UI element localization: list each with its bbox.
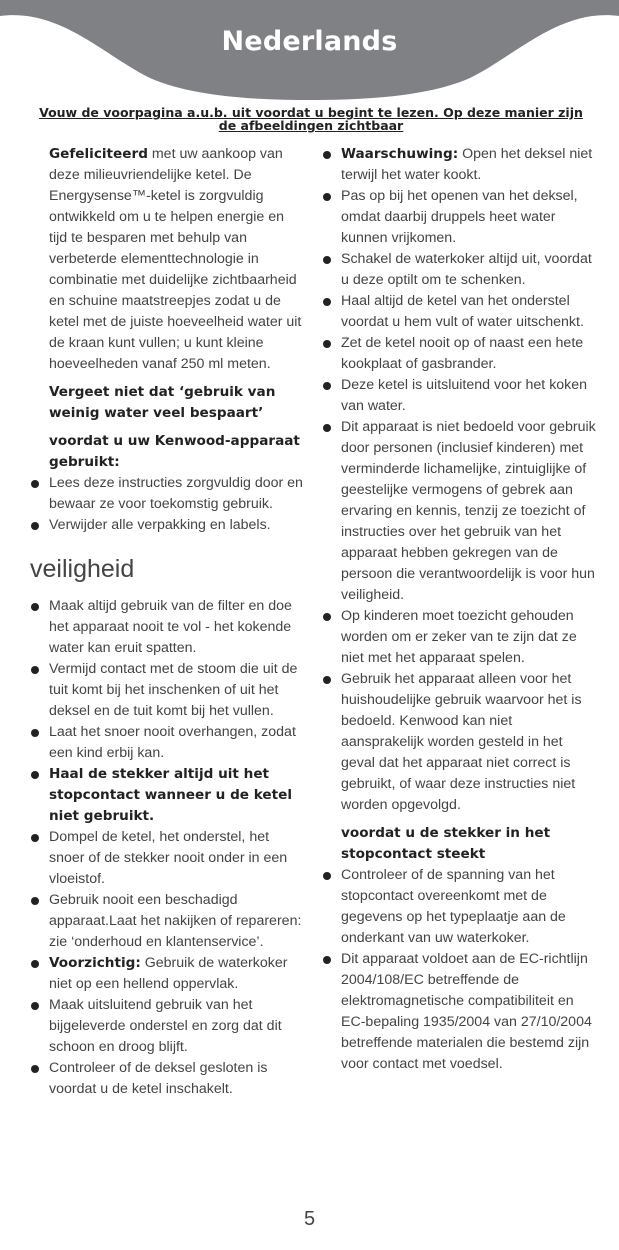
list-item: Dompel de ketel, het onderstel, het snoer of de stekker nooit onder in een vloeistof. [30,827,305,890]
section-title-safety: veiligheid [30,555,135,583]
safety-list-left [30,596,305,1100]
bullet-icon [323,424,331,432]
bullet-icon [323,382,331,390]
bullet-icon [31,522,39,530]
safety-list-right [322,144,597,816]
bullet-icon [31,603,39,611]
bullet-icon [31,666,39,674]
list-item: Vermijd contact met de stoom die uit de tuit komt bij het inschenken of uit het deksel en de tuit komt bij het vullen. [30,659,305,722]
page-number: 5 [303,1208,316,1230]
bullet-icon [323,872,331,880]
list-item: Gebruik nooit een beschadigd apparaat.Laat het nakijken of repareren: zie ‘onderhoud en klantenservice’. [30,890,305,953]
list-item: Lees deze instructies zorgvuldig door en bewaar ze voor toekomstig gebruik. [30,473,305,515]
list-item: Voorzichtig: Gebruik de waterkoker niet op een hellend oppervlak. [30,953,305,995]
list-item: Gebruik het apparaat alleen voor het huishoudelijke gebruik waarvoor het is bedoeld. Kenwood kan niet aansprakelijk worden gesteld in het geval dat het apparaat niet correct is gebruikt, of waar deze instructies niet worden opgevolgd. [322,669,597,816]
bullet-icon [31,1065,39,1073]
bullet-icon [323,613,331,621]
list-item: Maak altijd gebruik van de filter en doe het apparaat nooit te vol - het kokende water kan eruit spatten. [30,596,305,659]
bullet-icon [31,480,39,488]
before-use-list [30,473,305,536]
right-column [322,144,597,1075]
list-item: Op kinderen moet toezicht gehouden worden om er zeker van te zijn dat ze niet met het apparaat spelen. [322,606,597,669]
list-item: Schakel de waterkoker altijd uit, voordat u deze optilt om te schenken. [322,249,597,291]
left-column [30,144,305,1100]
intro-text: met uw aankoop van deze milieuvriendelijke ketel. De Energysense™-ketel is zorgvuldig ontwikkeld om u te helpen energie en tijd te besparen met behulp van verbeterde elementtechnologie in combinatie met duidelijke zichtbaarheid en schuine maatstreepjes zodat u de ketel met de juiste hoeveelheid water uit de kraan kunt vullen; u kunt kleine hoeveelheden vanaf 250 ml meten. [49,146,302,372]
list-item: Maak uitsluitend gebruik van het bijgeleverde onderstel en zorg dat dit schoon en droog blijft. [30,995,305,1058]
before-plug-list [322,865,597,1075]
bullet-icon [31,960,39,968]
intro-lead: Gefeliciteerd [49,146,148,162]
bullet-icon [323,340,331,348]
bullet-icon [31,834,39,842]
list-item: Dit apparaat voldoet aan de EC-richtlijn 2004/108/EC betreffende de elektromagnetische compatibiliteit en EC-bepaling 1935/2004 van 27/10/2004 betreffende materialen die bestemd zijn voor contact met voedsel. [322,949,597,1075]
before-use-heading: voordat u uw Kenwood-apparaat gebruikt: [49,433,300,470]
intro-paragraph [30,144,305,375]
bullet-icon [31,729,39,737]
before-plug-heading: voordat u de stekker in het stopcontact steekt [341,825,551,862]
bullet-icon [31,771,39,779]
bullet-icon [31,1002,39,1010]
bullet-icon [31,897,39,905]
list-item: Haal de stekker altijd uit het stopcontact wanneer u de ketel niet gebruikt. [30,764,305,827]
slogan: Vergeet niet dat ‘gebruik van weinig water veel bespaart’ [49,384,276,421]
list-item: Controleer of de deksel gesloten is voordat u de ketel inschakelt. [30,1058,305,1100]
list-item: Pas op bij het openen van het deksel, omdat daarbij druppels heet water kunnen vrijkomen. [322,186,597,249]
list-item: Waarschuwing: Open het deksel niet terwijl het water kookt. [322,144,597,186]
bullet-icon [323,298,331,306]
language-title: Nederlands [221,26,398,57]
bullet-icon [323,956,331,964]
header-banner [0,0,619,100]
list-item: Deze ketel is uitsluitend voor het koken van water. [322,375,597,417]
fold-out-notice: Vouw de voorpagina a.u.b. uit voordat u begint te lezen. Op deze manier zijn de afbeeldingen zichtbaar [39,105,583,133]
list-item: Dit apparaat is niet bedoeld voor gebruik door personen (inclusief kinderen) met verminderde lichamelijke, zintuiglijke of geestelijke vermogens of gebrek aan ervaring en kennis, tenzij ze toezicht of instructies over het gebruik van het apparaat hebben gekregen van de persoon die verantwoordelijk is voor hun veiligheid. [322,417,597,606]
list-item: Controleer of de spanning van het stopcontact overeenkomt met de gegevens op het typeplaatje aan de onderkant van uw waterkoker. [322,865,597,949]
list-item: Laat het snoer nooit overhangen, zodat een kind erbij kan. [30,722,305,764]
bullet-icon [323,151,331,159]
bullet-icon [323,193,331,201]
bullet-icon [323,256,331,264]
list-item: Haal altijd de ketel van het onderstel voordat u hem vult of water uitschenkt. [322,291,597,333]
bullet-icon [323,676,331,684]
list-item: Zet de ketel nooit op of naast een hete kookplaat of gasbrander. [322,333,597,375]
list-item: Verwijder alle verpakking en labels. [30,515,305,536]
